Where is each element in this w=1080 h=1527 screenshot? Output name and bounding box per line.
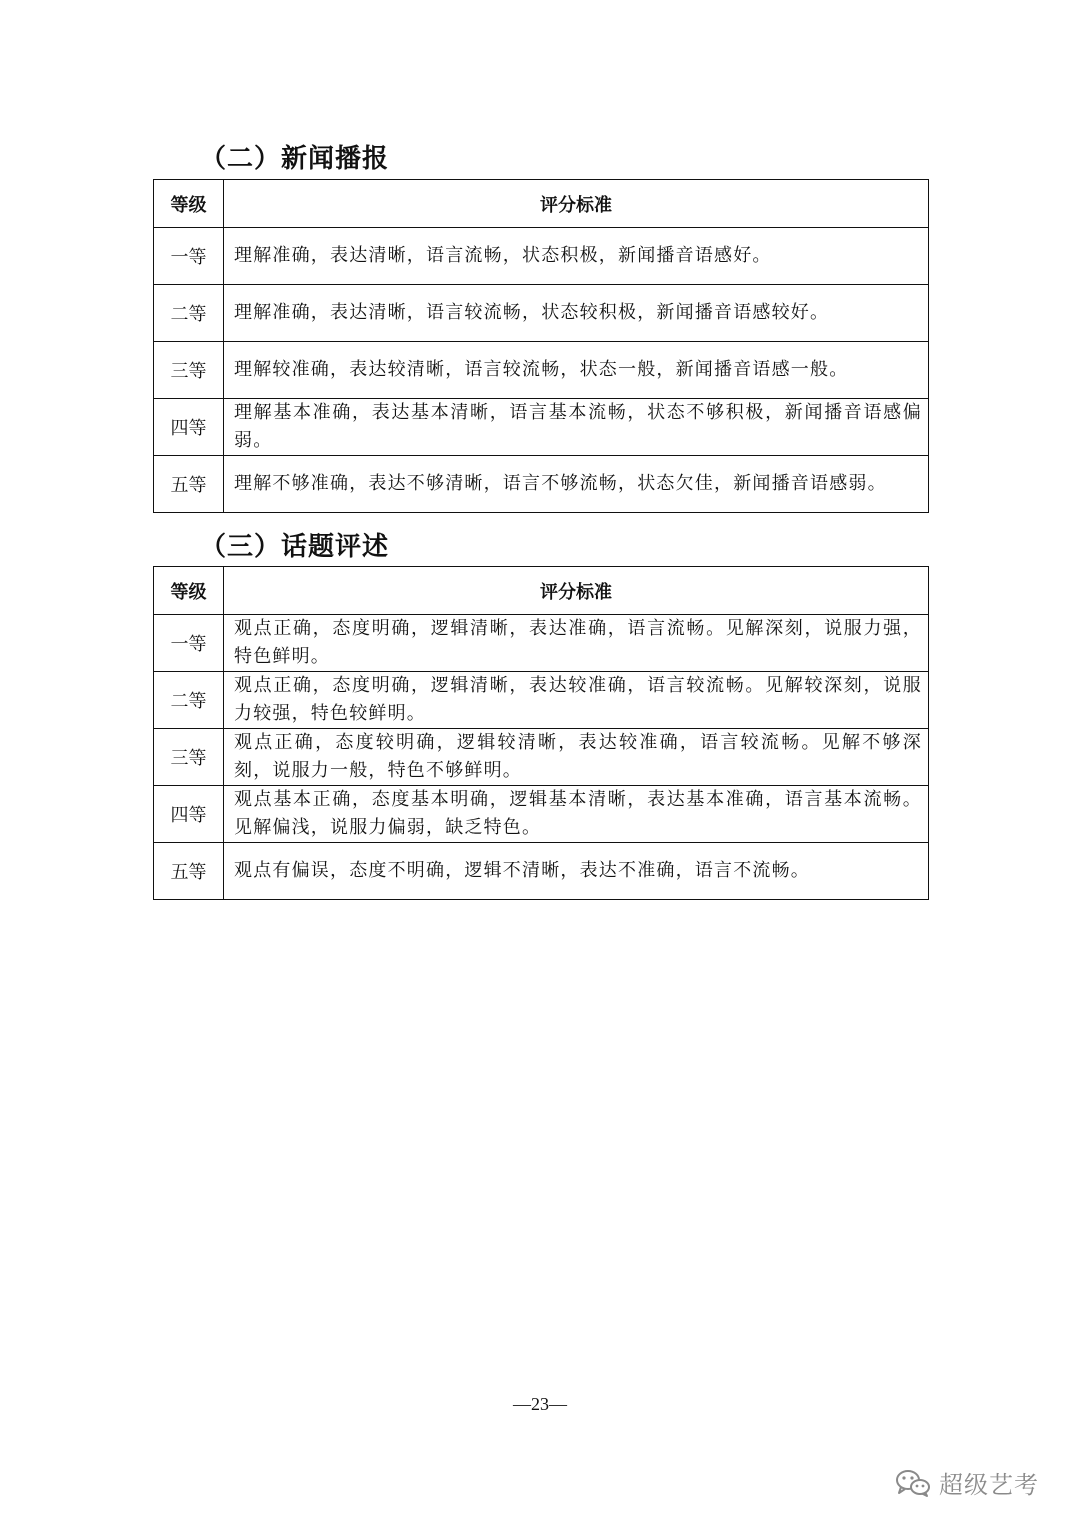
- table-row: [154, 729, 929, 786]
- grade-criteria: 观点有偏误，态度不明确，逻辑不清晰，表达不准确，语言不流畅。: [224, 843, 929, 900]
- grade-criteria: 理解准确，表达清晰，语言较流畅，状态较积极，新闻播音语感较好。: [224, 285, 929, 342]
- grade-level: 一等: [154, 615, 224, 672]
- table-row: [154, 228, 929, 285]
- table-header-row: [154, 180, 929, 228]
- grade-criteria: 观点正确，态度较明确，逻辑较清晰，表达较准确，语言较流畅。见解不够深刻，说服力一般，特色不够鲜明。: [224, 729, 929, 786]
- section-title-topic-commentary: （三）话题评述: [200, 532, 390, 562]
- grade-level: 四等: [154, 399, 224, 456]
- grade-criteria: 理解准确，表达清晰，语言流畅，状态积极，新闻播音语感好。: [224, 228, 929, 285]
- table-row: [154, 399, 929, 456]
- grading-table-news-broadcast: [153, 179, 929, 513]
- wechat-icon: [895, 1468, 931, 1498]
- grade-criteria: 观点基本正确，态度基本明确，逻辑基本清晰，表达基本准确，语言基本流畅。见解偏浅，说服力偏弱，缺乏特色。: [224, 786, 929, 843]
- table-row: [154, 456, 929, 513]
- watermark: [895, 1465, 1039, 1500]
- grade-level: 二等: [154, 672, 224, 729]
- table-row: [154, 843, 929, 900]
- grade-criteria: 观点正确，态度明确，逻辑清晰，表达准确，语言流畅。见解深刻，说服力强，特色鲜明。: [224, 615, 929, 672]
- header-criteria: 评分标准: [224, 180, 929, 228]
- page-number: —23—: [513, 1394, 567, 1414]
- grade-criteria: 理解较准确，表达较清晰，语言较流畅，状态一般，新闻播音语感一般。: [224, 342, 929, 399]
- table-row: [154, 672, 929, 729]
- grade-criteria: 观点正确，态度明确，逻辑清晰，表达较准确，语言较流畅。见解较深刻，说服力较强，特色较鲜明。: [224, 672, 929, 729]
- header-level: 等级: [154, 567, 224, 615]
- table-row: [154, 615, 929, 672]
- grade-level: 三等: [154, 729, 224, 786]
- grade-level: 二等: [154, 285, 224, 342]
- grade-level: 五等: [154, 456, 224, 513]
- section-title-news-broadcast: （二）新闻播报: [200, 144, 390, 174]
- grade-level: 三等: [154, 342, 224, 399]
- grade-criteria: 理解不够准确，表达不够清晰，语言不够流畅，状态欠佳，新闻播音语感弱。: [224, 456, 929, 513]
- grade-level: 一等: [154, 228, 224, 285]
- table-row: [154, 786, 929, 843]
- watermark-text: 超级艺考: [939, 1471, 1039, 1499]
- table-row: [154, 342, 929, 399]
- grading-table-topic-commentary: [153, 566, 929, 900]
- grade-criteria: 理解基本准确，表达基本清晰，语言基本流畅，状态不够积极，新闻播音语感偏弱。: [224, 399, 929, 456]
- header-criteria: 评分标准: [224, 567, 929, 615]
- grade-level: 五等: [154, 843, 224, 900]
- table-row: [154, 285, 929, 342]
- table-header-row: [154, 567, 929, 615]
- header-level: 等级: [154, 180, 224, 228]
- grade-level: 四等: [154, 786, 224, 843]
